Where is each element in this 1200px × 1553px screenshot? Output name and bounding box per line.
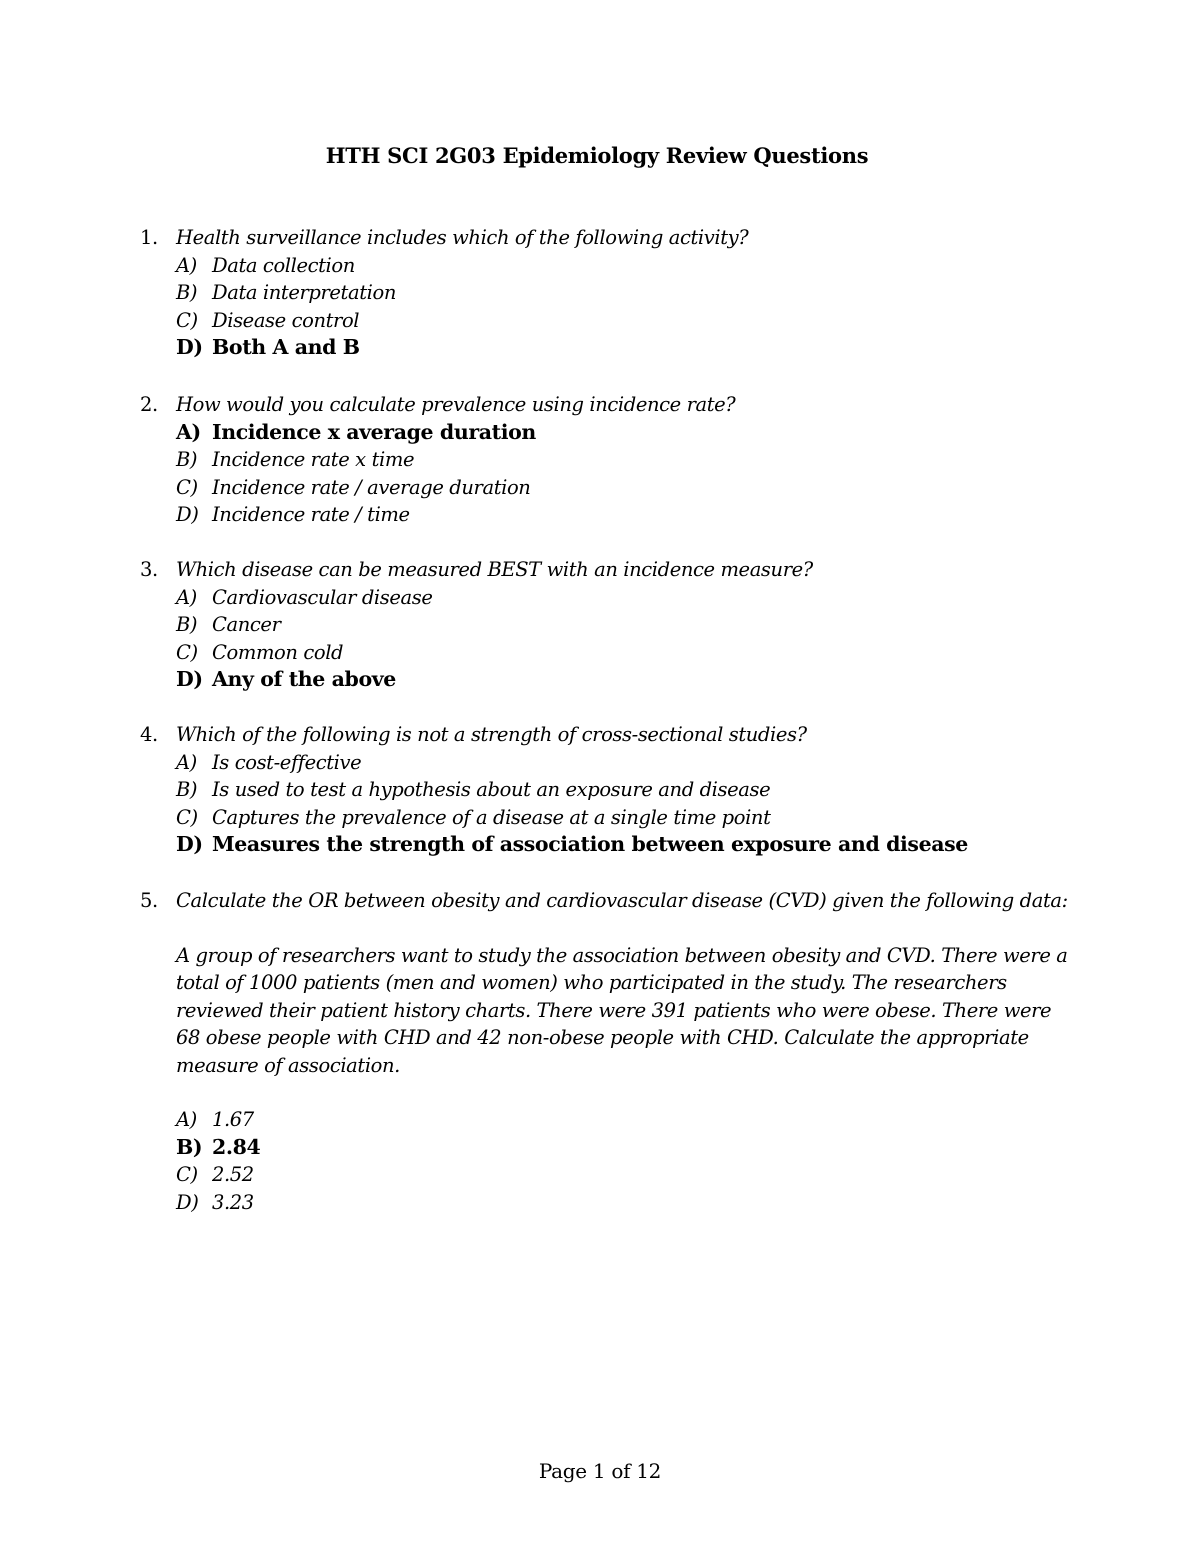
option-text: Data interpretation: [212, 281, 396, 304]
option-letter: C): [176, 308, 198, 332]
option-list: [140, 252, 1070, 362]
option-b-correct-answer: [176, 1134, 1070, 1162]
option-b: [176, 446, 1070, 474]
question-scenario: A group of researchers want to study the association between obesity and CVD. There were a total of 1000 patients (men and women) who participated in the study. The researchers reviewed their patient history charts. There were 391 patients who were obese. There were 68 obese people with CHD and 42 non-obese people with CHD. Calculate the appropriate measure of association.: [176, 943, 1068, 1077]
question-number: 2.: [140, 393, 158, 416]
option-a-correct-answer: [176, 419, 1070, 447]
option-text: 2.52: [212, 1163, 254, 1186]
option-text: Captures the prevalence of a disease at a single time point: [212, 805, 771, 829]
option-d-correct-answer: [176, 831, 1070, 859]
option-c: [176, 639, 1070, 667]
question-text: How would you calculate prevalence using incidence rate?: [176, 393, 736, 416]
question-text: Which disease can be measured BEST with an incidence measure?: [176, 558, 813, 581]
option-text: Cardiovascular disease: [212, 585, 433, 609]
question-stem: [140, 391, 1070, 419]
question-1: [140, 224, 1070, 362]
option-a: [176, 584, 1070, 612]
option-text: Incidence rate x time: [212, 448, 415, 471]
option-letter: B): [176, 778, 198, 801]
question-4: [140, 721, 1070, 859]
question-number: 5.: [140, 889, 158, 912]
question-stem: [140, 556, 1070, 584]
option-letter: C): [176, 1163, 198, 1186]
option-text: Incidence rate / time: [212, 503, 410, 526]
option-text: Both A and B: [212, 335, 360, 359]
option-text: Is used to test a hypothesis about an exposure and disease: [212, 778, 771, 801]
option-letter: D): [176, 503, 199, 526]
question-stem: [140, 224, 1070, 252]
option-b: [176, 279, 1070, 307]
option-letter: A): [176, 253, 197, 277]
question-number: 1.: [140, 226, 158, 249]
option-letter: B): [176, 613, 198, 636]
option-d: [176, 501, 1070, 529]
page-number: Page 1 of 12: [538, 1459, 662, 1483]
option-text: 3.23: [212, 1190, 254, 1214]
question-stem: [140, 887, 1070, 915]
option-a: [176, 252, 1070, 280]
option-letter: B): [176, 281, 198, 304]
option-list: [140, 1106, 1070, 1216]
option-text: 1.67: [212, 1108, 254, 1131]
option-b: [176, 611, 1070, 639]
option-text: Measures the strength of association between exposure and disease: [212, 832, 968, 856]
option-letter: B): [176, 448, 198, 471]
document-title: HTH SCI 2G03 Epidemiology Review Questions: [325, 143, 869, 168]
option-letter: D): [176, 1190, 199, 1214]
option-letter: D): [176, 335, 203, 359]
option-list: [140, 749, 1070, 859]
option-text: Incidence x average duration: [212, 419, 536, 444]
question-number: 3.: [140, 558, 158, 581]
option-letter: C): [176, 475, 198, 499]
question-stem: [140, 721, 1070, 749]
question-5: [140, 887, 1070, 1216]
option-c: [176, 804, 1070, 832]
option-text: Any of the above: [212, 667, 396, 691]
option-text: Common cold: [212, 640, 344, 664]
question-text: Which of the following is not a strength of cross-sectional studies?: [176, 723, 807, 746]
option-d: [176, 1189, 1070, 1217]
option-d-correct-answer: [176, 666, 1070, 694]
option-letter: A): [176, 585, 197, 609]
option-letter: A): [176, 1108, 197, 1131]
option-c: [176, 307, 1070, 335]
option-text: Disease control: [212, 308, 360, 332]
option-letter: C): [176, 640, 198, 664]
option-list: [140, 419, 1070, 529]
option-letter: D): [176, 832, 203, 856]
question-text: Health surveillance includes which of the following activity?: [176, 226, 749, 249]
option-letter: A): [176, 750, 197, 774]
option-c: [176, 474, 1070, 502]
option-text: 2.84: [212, 1134, 261, 1159]
question-3: [140, 556, 1070, 694]
option-text: Incidence rate / average duration: [212, 475, 531, 499]
option-text: Cancer: [212, 613, 281, 636]
option-c: [176, 1161, 1070, 1189]
question-text: Calculate the OR between obesity and cardiovascular disease (CVD) given the following data:: [176, 889, 1068, 912]
option-list: [140, 584, 1070, 694]
question-number: 4.: [140, 723, 158, 746]
option-text: Is cost-effective: [212, 750, 362, 774]
question-2: [140, 391, 1070, 529]
option-b: [176, 776, 1070, 804]
option-letter: B): [176, 1134, 203, 1159]
option-letter: A): [176, 419, 201, 444]
option-a: [176, 1106, 1070, 1134]
option-letter: C): [176, 805, 198, 829]
option-text: Data collection: [212, 253, 355, 277]
option-d-correct-answer: [176, 334, 1070, 362]
option-letter: D): [176, 667, 203, 691]
option-a: [176, 749, 1070, 777]
